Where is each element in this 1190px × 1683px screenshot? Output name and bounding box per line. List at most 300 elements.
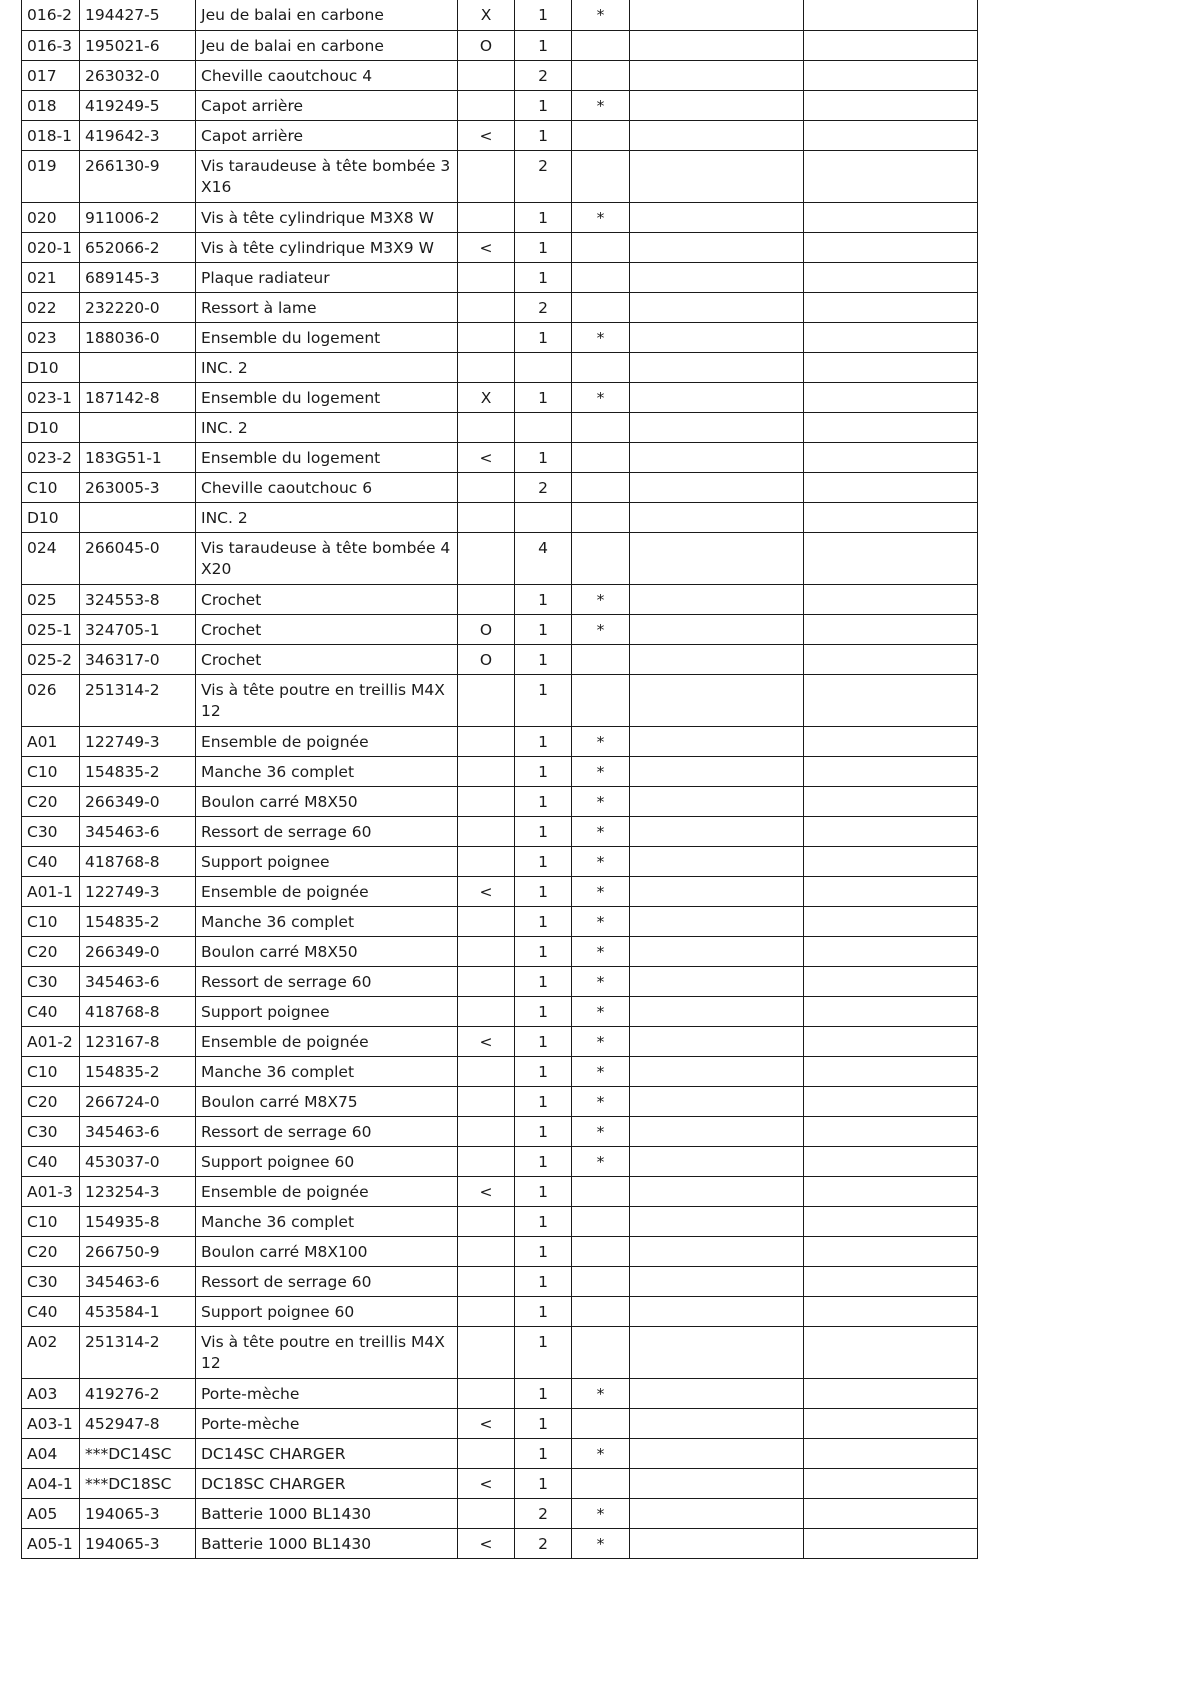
marker-cell: * bbox=[572, 786, 630, 816]
variant-mark-cell: X bbox=[458, 382, 515, 412]
blank-cell-b bbox=[804, 1528, 978, 1558]
part-number-cell: ***DC14SC bbox=[80, 1438, 196, 1468]
quantity-cell: 1 bbox=[515, 1378, 572, 1408]
description-cell: Manche 36 complet bbox=[196, 1056, 458, 1086]
item-number-cell: 023 bbox=[22, 322, 80, 352]
item-number-cell: C40 bbox=[22, 996, 80, 1026]
table-row bbox=[22, 1528, 978, 1558]
blank-cell-a bbox=[630, 1528, 804, 1558]
description-cell: Crochet bbox=[196, 584, 458, 614]
marker-cell bbox=[572, 412, 630, 442]
blank-cell-b bbox=[804, 1146, 978, 1176]
blank-cell-b bbox=[804, 584, 978, 614]
marker-cell: * bbox=[572, 1086, 630, 1116]
description-cell: DC18SC CHARGER bbox=[196, 1468, 458, 1498]
table-row bbox=[22, 1026, 978, 1056]
marker-cell: * bbox=[572, 1528, 630, 1558]
table-row bbox=[22, 1296, 978, 1326]
blank-cell-a bbox=[630, 936, 804, 966]
table-row bbox=[22, 816, 978, 846]
marker-cell bbox=[572, 1176, 630, 1206]
quantity-cell: 1 bbox=[515, 756, 572, 786]
part-number-cell bbox=[80, 502, 196, 532]
description-cell: Crochet bbox=[196, 614, 458, 644]
table-row bbox=[22, 120, 978, 150]
blank-cell-a bbox=[630, 412, 804, 442]
variant-mark-cell bbox=[458, 1498, 515, 1528]
marker-cell: * bbox=[572, 876, 630, 906]
marker-cell bbox=[572, 120, 630, 150]
variant-mark-cell bbox=[458, 1378, 515, 1408]
part-number-cell: 251314-2 bbox=[80, 674, 196, 726]
part-number-cell: 266130-9 bbox=[80, 150, 196, 202]
quantity-cell: 1 bbox=[515, 1176, 572, 1206]
marker-cell: * bbox=[572, 1026, 630, 1056]
marker-cell bbox=[572, 232, 630, 262]
item-number-cell: C20 bbox=[22, 936, 80, 966]
table-row bbox=[22, 1236, 978, 1266]
part-number-cell: 324553-8 bbox=[80, 584, 196, 614]
marker-cell bbox=[572, 502, 630, 532]
part-number-cell: 453584-1 bbox=[80, 1296, 196, 1326]
marker-cell: * bbox=[572, 202, 630, 232]
marker-cell: * bbox=[572, 1378, 630, 1408]
variant-mark-cell bbox=[458, 1266, 515, 1296]
item-number-cell: A01-2 bbox=[22, 1026, 80, 1056]
blank-cell-a bbox=[630, 644, 804, 674]
item-number-cell: A02 bbox=[22, 1326, 80, 1378]
description-cell: Vis taraudeuse à tête bombée 3X16 bbox=[196, 150, 458, 202]
variant-mark-cell bbox=[458, 1116, 515, 1146]
marker-cell: * bbox=[572, 726, 630, 756]
blank-cell-a bbox=[630, 614, 804, 644]
table-row bbox=[22, 1266, 978, 1296]
table-row bbox=[22, 644, 978, 674]
variant-mark-cell bbox=[458, 1236, 515, 1266]
description-cell: Ensemble de poignée bbox=[196, 1176, 458, 1206]
part-number-cell: 345463-6 bbox=[80, 966, 196, 996]
table-row bbox=[22, 382, 978, 412]
blank-cell-a bbox=[630, 1296, 804, 1326]
blank-cell-b bbox=[804, 1056, 978, 1086]
blank-cell-b bbox=[804, 1026, 978, 1056]
table-row bbox=[22, 502, 978, 532]
quantity-cell: 1 bbox=[515, 936, 572, 966]
item-number-cell: D10 bbox=[22, 502, 80, 532]
item-number-cell: 020 bbox=[22, 202, 80, 232]
marker-cell: * bbox=[572, 966, 630, 996]
item-number-cell: 023-1 bbox=[22, 382, 80, 412]
blank-cell-b bbox=[804, 1408, 978, 1438]
table-row bbox=[22, 846, 978, 876]
item-number-cell: C20 bbox=[22, 1236, 80, 1266]
variant-mark-cell: < bbox=[458, 442, 515, 472]
blank-cell-b bbox=[804, 1176, 978, 1206]
variant-mark-cell bbox=[458, 150, 515, 202]
marker-cell: * bbox=[572, 1116, 630, 1146]
description-cell: Capot arrière bbox=[196, 120, 458, 150]
item-number-cell: A04 bbox=[22, 1438, 80, 1468]
table-row bbox=[22, 1116, 978, 1146]
part-number-cell: 324705-1 bbox=[80, 614, 196, 644]
variant-mark-cell bbox=[458, 936, 515, 966]
blank-cell-b bbox=[804, 786, 978, 816]
item-number-cell: 020-1 bbox=[22, 232, 80, 262]
part-number-cell: 266045-0 bbox=[80, 532, 196, 584]
part-number-cell: 122749-3 bbox=[80, 726, 196, 756]
variant-mark-cell bbox=[458, 472, 515, 502]
quantity-cell: 2 bbox=[515, 1498, 572, 1528]
variant-mark-cell: X bbox=[458, 0, 515, 30]
marker-cell: * bbox=[572, 996, 630, 1026]
table-row bbox=[22, 322, 978, 352]
blank-cell-a bbox=[630, 1468, 804, 1498]
blank-cell-a bbox=[630, 726, 804, 756]
variant-mark-cell: < bbox=[458, 1468, 515, 1498]
part-number-cell: 419249-5 bbox=[80, 90, 196, 120]
description-cell: Jeu de balai en carbone bbox=[196, 30, 458, 60]
quantity-cell: 2 bbox=[515, 472, 572, 502]
quantity-cell: 2 bbox=[515, 60, 572, 90]
description-cell: Ensemble de poignée bbox=[196, 726, 458, 756]
description-cell: Cheville caoutchouc 6 bbox=[196, 472, 458, 502]
table-row bbox=[22, 1438, 978, 1468]
table-row bbox=[22, 584, 978, 614]
quantity-cell: 1 bbox=[515, 1468, 572, 1498]
marker-cell bbox=[572, 442, 630, 472]
item-number-cell: C10 bbox=[22, 1206, 80, 1236]
description-cell: Vis à tête cylindrique M3X9 W bbox=[196, 232, 458, 262]
description-cell: Boulon carré M8X50 bbox=[196, 936, 458, 966]
part-number-cell: 452947-8 bbox=[80, 1408, 196, 1438]
variant-mark-cell bbox=[458, 816, 515, 846]
item-number-cell: A03-1 bbox=[22, 1408, 80, 1438]
description-cell: Vis à tête poutre en treillis M4X12 bbox=[196, 674, 458, 726]
item-number-cell: 018 bbox=[22, 90, 80, 120]
description-cell: Boulon carré M8X75 bbox=[196, 1086, 458, 1116]
description-cell: Manche 36 complet bbox=[196, 1206, 458, 1236]
item-number-cell: A05-1 bbox=[22, 1528, 80, 1558]
part-number-cell: 195021-6 bbox=[80, 30, 196, 60]
part-number-cell: 418768-8 bbox=[80, 846, 196, 876]
marker-cell: * bbox=[572, 0, 630, 30]
blank-cell-b bbox=[804, 876, 978, 906]
marker-cell: * bbox=[572, 756, 630, 786]
marker-cell bbox=[572, 1296, 630, 1326]
part-number-cell: 345463-6 bbox=[80, 1266, 196, 1296]
blank-cell-b bbox=[804, 816, 978, 846]
blank-cell-b bbox=[804, 906, 978, 936]
table-row bbox=[22, 966, 978, 996]
description-cell: Ensemble du logement bbox=[196, 322, 458, 352]
description-cell: Jeu de balai en carbone bbox=[196, 0, 458, 30]
blank-cell-a bbox=[630, 786, 804, 816]
variant-mark-cell bbox=[458, 1146, 515, 1176]
blank-cell-b bbox=[804, 1296, 978, 1326]
marker-cell bbox=[572, 472, 630, 502]
description-cell: Support poignee 60 bbox=[196, 1146, 458, 1176]
part-number-cell: 251314-2 bbox=[80, 1326, 196, 1378]
blank-cell-b bbox=[804, 1378, 978, 1408]
part-number-cell: 154835-2 bbox=[80, 756, 196, 786]
marker-cell: * bbox=[572, 1498, 630, 1528]
blank-cell-a bbox=[630, 382, 804, 412]
quantity-cell: 1 bbox=[515, 1146, 572, 1176]
description-cell: Support poignee bbox=[196, 996, 458, 1026]
item-number-cell: C30 bbox=[22, 966, 80, 996]
quantity-cell: 1 bbox=[515, 966, 572, 996]
quantity-cell: 4 bbox=[515, 532, 572, 584]
quantity-cell: 1 bbox=[515, 1408, 572, 1438]
table-row bbox=[22, 1146, 978, 1176]
blank-cell-b bbox=[804, 1326, 978, 1378]
blank-cell-b bbox=[804, 30, 978, 60]
marker-cell: * bbox=[572, 382, 630, 412]
blank-cell-a bbox=[630, 232, 804, 262]
table-row bbox=[22, 0, 978, 30]
quantity-cell: 1 bbox=[515, 120, 572, 150]
table-row bbox=[22, 262, 978, 292]
blank-cell-a bbox=[630, 150, 804, 202]
blank-cell-a bbox=[630, 442, 804, 472]
table-row bbox=[22, 1498, 978, 1528]
item-number-cell: 016-2 bbox=[22, 0, 80, 30]
description-cell: Boulon carré M8X50 bbox=[196, 786, 458, 816]
variant-mark-cell: < bbox=[458, 1026, 515, 1056]
variant-mark-cell: < bbox=[458, 1176, 515, 1206]
blank-cell-a bbox=[630, 876, 804, 906]
blank-cell-b bbox=[804, 202, 978, 232]
description-cell: Ensemble de poignée bbox=[196, 876, 458, 906]
blank-cell-b bbox=[804, 1206, 978, 1236]
blank-cell-b bbox=[804, 756, 978, 786]
table-row bbox=[22, 30, 978, 60]
table-row bbox=[22, 614, 978, 644]
parts-table bbox=[21, 0, 978, 1559]
quantity-cell: 1 bbox=[515, 1116, 572, 1146]
item-number-cell: 021 bbox=[22, 262, 80, 292]
blank-cell-a bbox=[630, 1086, 804, 1116]
marker-cell bbox=[572, 262, 630, 292]
blank-cell-a bbox=[630, 532, 804, 584]
item-number-cell: C40 bbox=[22, 846, 80, 876]
item-number-cell: C40 bbox=[22, 1296, 80, 1326]
marker-cell: * bbox=[572, 1056, 630, 1086]
quantity-cell: 2 bbox=[515, 292, 572, 322]
item-number-cell: A05 bbox=[22, 1498, 80, 1528]
part-number-cell: 123254-3 bbox=[80, 1176, 196, 1206]
table-row bbox=[22, 202, 978, 232]
description-cell: Batterie 1000 BL1430 bbox=[196, 1498, 458, 1528]
blank-cell-a bbox=[630, 674, 804, 726]
description-cell: Manche 36 complet bbox=[196, 906, 458, 936]
variant-mark-cell bbox=[458, 1326, 515, 1378]
quantity-cell: 1 bbox=[515, 1056, 572, 1086]
marker-cell: * bbox=[572, 936, 630, 966]
blank-cell-b bbox=[804, 846, 978, 876]
quantity-cell: 1 bbox=[515, 1236, 572, 1266]
variant-mark-cell: < bbox=[458, 232, 515, 262]
item-number-cell: C30 bbox=[22, 1116, 80, 1146]
blank-cell-b bbox=[804, 502, 978, 532]
blank-cell-a bbox=[630, 352, 804, 382]
item-number-cell: C40 bbox=[22, 1146, 80, 1176]
quantity-cell: 1 bbox=[515, 816, 572, 846]
part-number-cell bbox=[80, 412, 196, 442]
description-cell: Boulon carré M8X100 bbox=[196, 1236, 458, 1266]
blank-cell-b bbox=[804, 292, 978, 322]
blank-cell-b bbox=[804, 322, 978, 352]
blank-cell-a bbox=[630, 1326, 804, 1378]
item-number-cell: C10 bbox=[22, 756, 80, 786]
item-number-cell: C20 bbox=[22, 786, 80, 816]
quantity-cell: 1 bbox=[515, 262, 572, 292]
table-row bbox=[22, 876, 978, 906]
blank-cell-b bbox=[804, 674, 978, 726]
blank-cell-b bbox=[804, 936, 978, 966]
table-row bbox=[22, 442, 978, 472]
description-cell: Ensemble du logement bbox=[196, 442, 458, 472]
blank-cell-a bbox=[630, 1408, 804, 1438]
blank-cell-a bbox=[630, 1206, 804, 1236]
quantity-cell: 1 bbox=[515, 1206, 572, 1236]
part-number-cell: 122749-3 bbox=[80, 876, 196, 906]
blank-cell-b bbox=[804, 232, 978, 262]
blank-cell-a bbox=[630, 1438, 804, 1468]
description-cell: Manche 36 complet bbox=[196, 756, 458, 786]
blank-cell-a bbox=[630, 202, 804, 232]
blank-cell-a bbox=[630, 472, 804, 502]
description-cell: INC. 2 bbox=[196, 352, 458, 382]
blank-cell-b bbox=[804, 1236, 978, 1266]
item-number-cell: 025-1 bbox=[22, 614, 80, 644]
quantity-cell: 1 bbox=[515, 1086, 572, 1116]
variant-mark-cell bbox=[458, 906, 515, 936]
description-cell: Vis à tête poutre en treillis M4X12 bbox=[196, 1326, 458, 1378]
item-number-cell: A04-1 bbox=[22, 1468, 80, 1498]
item-number-cell: 017 bbox=[22, 60, 80, 90]
marker-cell bbox=[572, 644, 630, 674]
blank-cell-a bbox=[630, 996, 804, 1026]
marker-cell: * bbox=[572, 614, 630, 644]
marker-cell: * bbox=[572, 1146, 630, 1176]
variant-mark-cell: < bbox=[458, 1528, 515, 1558]
table-row bbox=[22, 150, 978, 202]
marker-cell bbox=[572, 1408, 630, 1438]
quantity-cell: 1 bbox=[515, 1326, 572, 1378]
description-cell: Cheville caoutchouc 4 bbox=[196, 60, 458, 90]
marker-cell bbox=[572, 30, 630, 60]
table-row bbox=[22, 1206, 978, 1236]
table-row bbox=[22, 352, 978, 382]
quantity-cell: 1 bbox=[515, 614, 572, 644]
quantity-cell: 1 bbox=[515, 584, 572, 614]
quantity-cell: 1 bbox=[515, 0, 572, 30]
blank-cell-b bbox=[804, 412, 978, 442]
blank-cell-a bbox=[630, 60, 804, 90]
part-number-cell: 194065-3 bbox=[80, 1498, 196, 1528]
variant-mark-cell: O bbox=[458, 30, 515, 60]
variant-mark-cell: O bbox=[458, 614, 515, 644]
quantity-cell: 1 bbox=[515, 846, 572, 876]
table-row bbox=[22, 1326, 978, 1378]
blank-cell-a bbox=[630, 966, 804, 996]
variant-mark-cell bbox=[458, 996, 515, 1026]
part-number-cell bbox=[80, 352, 196, 382]
item-number-cell: C10 bbox=[22, 906, 80, 936]
quantity-cell: 1 bbox=[515, 90, 572, 120]
table-row bbox=[22, 786, 978, 816]
part-number-cell: 419276-2 bbox=[80, 1378, 196, 1408]
quantity-cell: 1 bbox=[515, 906, 572, 936]
variant-mark-cell bbox=[458, 502, 515, 532]
item-number-cell: A03 bbox=[22, 1378, 80, 1408]
variant-mark-cell bbox=[458, 1086, 515, 1116]
blank-cell-b bbox=[804, 1438, 978, 1468]
description-cell: Batterie 1000 BL1430 bbox=[196, 1528, 458, 1558]
table-row bbox=[22, 1056, 978, 1086]
description-cell: Crochet bbox=[196, 644, 458, 674]
description-cell: Porte-mèche bbox=[196, 1378, 458, 1408]
description-cell: INC. 2 bbox=[196, 502, 458, 532]
description-cell: Ressort de serrage 60 bbox=[196, 966, 458, 996]
quantity-cell: 1 bbox=[515, 726, 572, 756]
item-number-cell: D10 bbox=[22, 412, 80, 442]
blank-cell-a bbox=[630, 0, 804, 30]
variant-mark-cell bbox=[458, 1438, 515, 1468]
blank-cell-b bbox=[804, 382, 978, 412]
quantity-cell: 1 bbox=[515, 674, 572, 726]
blank-cell-b bbox=[804, 120, 978, 150]
blank-cell-b bbox=[804, 644, 978, 674]
item-number-cell: 022 bbox=[22, 292, 80, 322]
marker-cell: * bbox=[572, 90, 630, 120]
item-number-cell: C10 bbox=[22, 1056, 80, 1086]
table-row bbox=[22, 90, 978, 120]
variant-mark-cell bbox=[458, 1296, 515, 1326]
blank-cell-a bbox=[630, 906, 804, 936]
blank-cell-a bbox=[630, 1236, 804, 1266]
variant-mark-cell bbox=[458, 1056, 515, 1086]
marker-cell bbox=[572, 1266, 630, 1296]
variant-mark-cell bbox=[458, 786, 515, 816]
part-number-cell: 266349-0 bbox=[80, 936, 196, 966]
table-row bbox=[22, 756, 978, 786]
marker-cell bbox=[572, 60, 630, 90]
variant-mark-cell bbox=[458, 262, 515, 292]
blank-cell-a bbox=[630, 292, 804, 322]
parts-table-body bbox=[22, 0, 978, 1558]
marker-cell: * bbox=[572, 584, 630, 614]
quantity-cell bbox=[515, 412, 572, 442]
table-row bbox=[22, 726, 978, 756]
blank-cell-b bbox=[804, 1086, 978, 1116]
quantity-cell: 1 bbox=[515, 786, 572, 816]
marker-cell bbox=[572, 352, 630, 382]
part-number-cell: 266724-0 bbox=[80, 1086, 196, 1116]
blank-cell-b bbox=[804, 996, 978, 1026]
item-number-cell: 025-2 bbox=[22, 644, 80, 674]
blank-cell-a bbox=[630, 1378, 804, 1408]
blank-cell-a bbox=[630, 30, 804, 60]
part-number-cell: 266750-9 bbox=[80, 1236, 196, 1266]
marker-cell bbox=[572, 1468, 630, 1498]
blank-cell-b bbox=[804, 0, 978, 30]
table-row bbox=[22, 1176, 978, 1206]
blank-cell-b bbox=[804, 442, 978, 472]
blank-cell-a bbox=[630, 262, 804, 292]
blank-cell-b bbox=[804, 90, 978, 120]
